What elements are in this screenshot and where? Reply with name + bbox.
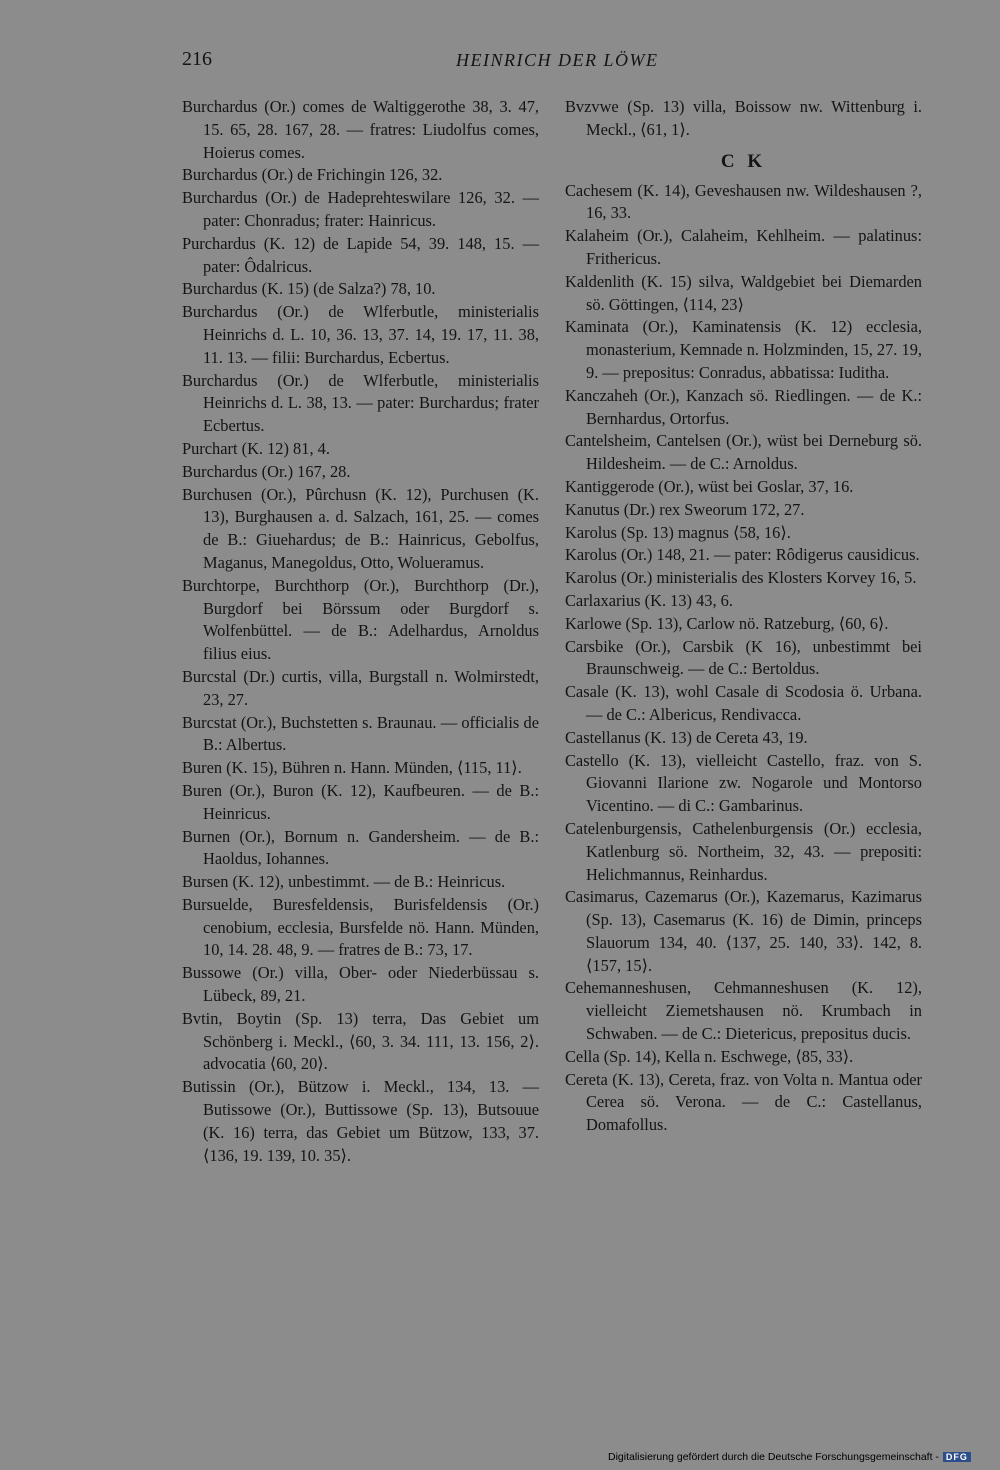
index-entry: Catelenburgensis, Cathelenburgensis (Or.) ecclesia, Katlenburg sö. Northeim, 32, 43. — prepositi: Helichmannus, Reinhardus. bbox=[565, 818, 922, 884]
index-entry: Butissin (Or.), Bützow i. Meckl., 134, 13. — Butissowe (Or.), Buttissowe (Sp. 13), Butsouue (K. 16) terra, das Gebiet um Bützow, 133, 37. ⟨136, 19. 139, 10. 35⟩. bbox=[182, 1077, 539, 1165]
index-entry: Kaminata (Or.), Kaminatensis (K. 12) ecclesia, monasterium, Kemnade n. Holzminden, 15, 27. 19, 9. — prepositus: Conradus, abbatissa: Iuditha. bbox=[565, 317, 922, 382]
index-entry: Karolus (Sp. 13) magnus ⟨58, 16⟩. bbox=[565, 522, 791, 542]
index-entry: Burcstal (Dr.) curtis, villa, Burgstall n. Wolmirstedt, 23, 27. bbox=[182, 666, 539, 709]
running-title: HEINRICH DER LÖWE bbox=[456, 50, 659, 70]
index-entry: Kanutus (Dr.) rex Sweorum 172, 27. bbox=[565, 499, 805, 519]
index-entry: Buren (Or.), Buron (K. 12), Kaufbeuren. — de B.: Heinricus. bbox=[182, 780, 539, 823]
index-entry: Purchart (K. 12) 81, 4. bbox=[182, 438, 330, 458]
index-entry: Bussowe (Or.) villa, Ober- oder Niederbüssau s. Lübeck, 89, 21. bbox=[182, 963, 539, 1006]
page-number: 216 bbox=[182, 48, 212, 70]
index-entry: Burcstat (Or.), Buchstetten s. Braunau. — officialis de B.: Albertus. bbox=[182, 712, 539, 755]
footer-credit bbox=[608, 1451, 971, 1463]
index-entry: Burchardus (K. 15) (de Salza?) 78, 10. bbox=[182, 279, 436, 299]
dfg-logo: DFG bbox=[943, 1452, 971, 1462]
section-heading: C K bbox=[720, 150, 767, 172]
index-entry: Burchardus (Or.) de Hadeprehteswilare 126, 32. — pater: Chonradus; frater: Hainricus. bbox=[182, 188, 539, 230]
index-entry: Bursen (K. 12), unbestimmt. — de B.: Heinricus. bbox=[182, 872, 506, 892]
index-entry: Burchardus (Or.) de Frichingin 126, 32. bbox=[182, 165, 443, 185]
index-entry: Burchardus (Or.) 167, 28. bbox=[182, 461, 351, 481]
index-entry: Castellanus (K. 13) de Cereta 43, 19. bbox=[565, 727, 808, 747]
index-entry: Burchardus (Or.) de Wlferbutle, ministerialis Heinrichs d. L. 38, 13. — pater: Burchardus; frater Ecbertus. bbox=[182, 370, 539, 436]
index-entry: Castello (K. 13), vielleicht Castello, fraz. von S. Giovanni Ilarione zw. Nogarole und Montorso Vicentino. — di C.: Gambarinus. bbox=[565, 750, 922, 816]
index-entry: Burchusen (Or.), Pûrchusn (K. 12), Purchusen (K. 13), Burghausen a. d. Salzach, 161, 25. — comes de B.: Giuehardus; de B.: Hainricus, Gebolfus, Maganus, Manegoldus, Otto, Wolueramus. bbox=[182, 484, 539, 572]
index-entry: Cantelsheim, Cantelsen (Or.), wüst bei Derneburg sö. Hildesheim. — de C.: Arnoldus. bbox=[565, 431, 922, 474]
footer-text: Digitalisierung gefördert durch die Deutsche Forschungsgemeinschaft - bbox=[608, 1451, 939, 1463]
index-entry: Carsbike (Or.), Carsbik (K 16), unbestimmt bei Braunschweig. — de C.: Bertoldus. bbox=[565, 636, 922, 679]
index-entry: Burchardus (Or.) comes de Waltiggerothe 38, 3. 47, 15. 65, 28. 167, 28. — fratres: Liudolfus comes, Hoierus comes. bbox=[182, 97, 539, 162]
index-entry: Karolus (Or.) 148, 21. — pater: Rôdigerus causidicus. bbox=[565, 545, 920, 565]
index-entry: Burchtorpe, Burchthorp (Or.), Burchthorp (Dr.), Burgdorf bei Börssum oder Burgdorf s. Wolfenbüttel. — de B.: Adelhardus, Arnoldus filius eius. bbox=[182, 575, 539, 664]
right-column bbox=[565, 96, 922, 1137]
index-entry: Casale (K. 13), wohl Casale di Scodosia ö. Urbana. — de C.: Albericus, Rendivacca. bbox=[565, 682, 922, 724]
index-entry: Cehemanneshusen, Cehmanneshusen (K. 12), vielleicht Ziemetshausen nö. Krumbach in Schwaben. — de C.: Dietericus, prepositus ducis. bbox=[565, 978, 922, 1044]
index-entry: Kantiggerode (Or.), wüst bei Goslar, 37, 16. bbox=[565, 476, 854, 496]
index-entry: Burnen (Or.), Bornum n. Gandersheim. — de B.: Haoldus, Iohannes. bbox=[182, 826, 539, 869]
index-entry: Kalaheim (Or.), Calaheim, Kehlheim. — palatinus: Frithericus. bbox=[565, 226, 922, 268]
index-entry: Buren (K. 15), Bühren n. Hann. Münden, ⟨115, 11⟩. bbox=[182, 758, 522, 778]
left-column bbox=[182, 96, 539, 1167]
index-entry: Karlowe (Sp. 13), Carlow nö. Ratzeburg, ⟨60, 6⟩. bbox=[565, 613, 889, 633]
index-entry: Bvtin, Boytin (Sp. 13) terra, Das Gebiet um Schönberg i. Meckl., ⟨60, 3. 34. 111, 13. 156, 2⟩. advocatia ⟨60, 20⟩. bbox=[182, 1008, 539, 1074]
index-entry: Kaldenlith (K. 15) silva, Waldgebiet bei Diemarden sö. Göttingen, ⟨114, 23⟩ bbox=[565, 271, 922, 314]
index-entry: Karolus (Or.) ministerialis des Klosters Korvey 16, 5. bbox=[565, 568, 917, 588]
index-entry: Cella (Sp. 14), Kella n. Eschwege, ⟨85, 33⟩. bbox=[565, 1046, 854, 1066]
index-entry: Carlaxarius (K. 13) 43, 6. bbox=[565, 590, 733, 610]
index-entry: Burchardus (Or.) de Wlferbutle, ministerialis Heinrichs d. L. 10, 36. 13, 37. 14, 19. 17, 11. 38, 11. 13. — filii: Burchardus, Ecbertus. bbox=[182, 302, 539, 367]
index-entry: Cereta (K. 13), Cereta, fraz. von Volta n. Mantua oder Cerea sö. Verona. — de C.: Castellanus, Domafollus. bbox=[565, 1069, 922, 1135]
index-entry: Casimarus, Cazemarus (Or.), Kazemarus, Kazimarus (Sp. 13), Casemarus (K. 16) de Dimin, princeps Slauorum 134, 40. ⟨137, 25. 140, 33⟩. 142, 8. ⟨157, 15⟩. bbox=[565, 887, 922, 975]
page-header bbox=[182, 48, 922, 78]
index-entry: Kanczaheh (Or.), Kanzach sö. Riedlingen. — de K.: Bernhardus, Ortorfus. bbox=[565, 385, 922, 428]
index-entry: Cachesem (K. 14), Geveshausen nw. Wildeshausen ?, 16, 33. bbox=[565, 180, 922, 223]
index-entry: Bvzvwe (Sp. 13) villa, Boissow nw. Wittenburg i. Meckl., ⟨61, 1⟩. bbox=[565, 97, 922, 139]
index-entry: Bursuelde, Buresfeldensis, Burisfeldensis (Or.) cenobium, ecclesia, Bursfelde nö. Hann. Münden, 10, 14. 28. 48, 9. — fratres de B.: 73, 17. bbox=[182, 894, 539, 960]
index-entry: Purchardus (K. 12) de Lapide 54, 39. 148, 15. — pater: Ôdalricus. bbox=[182, 233, 539, 276]
